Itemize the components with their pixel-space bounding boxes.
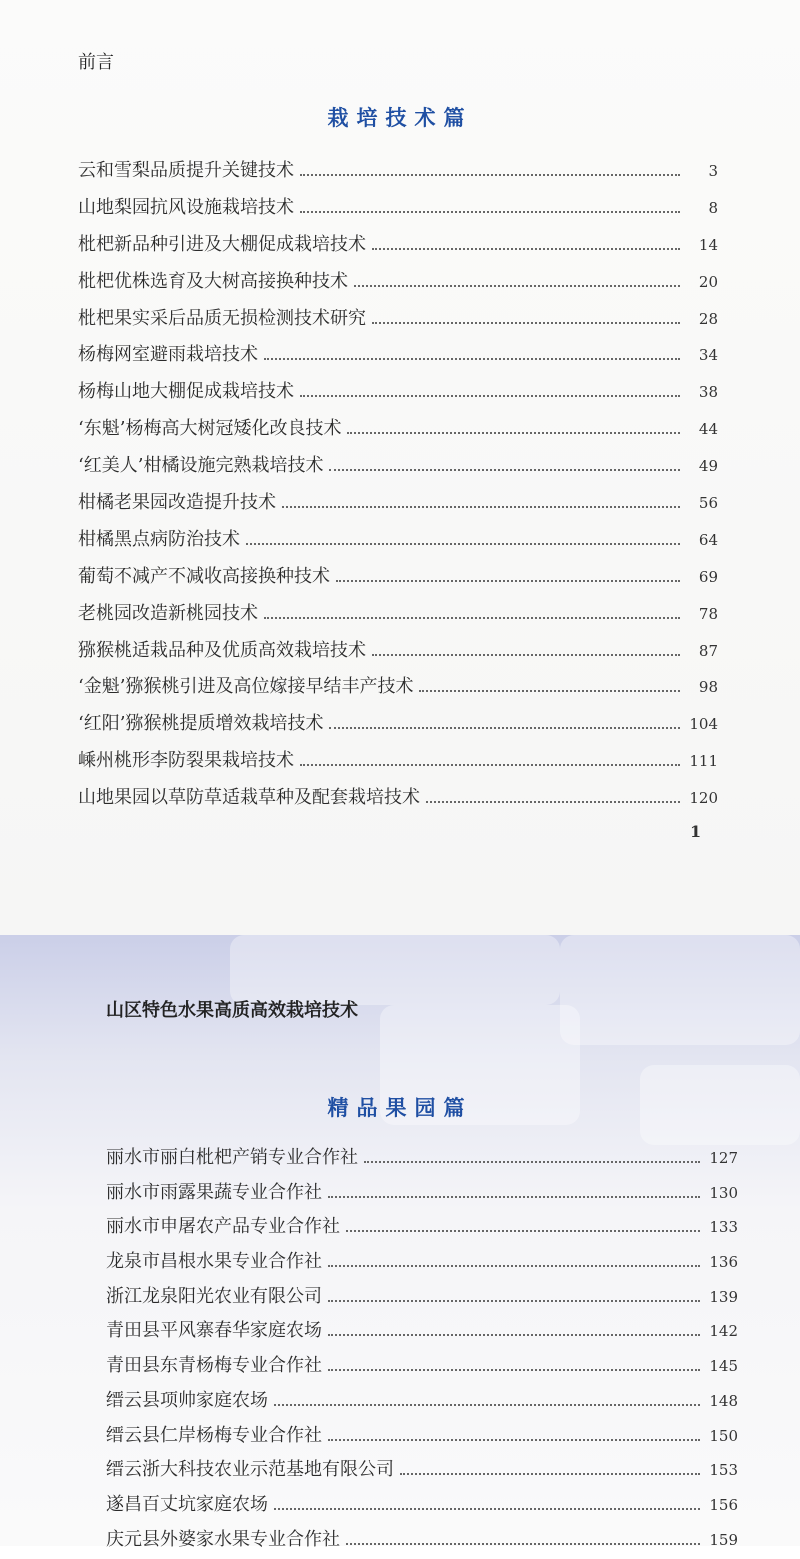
toc-entry-title: ‘东魁’杨梅高大树冠矮化改良技术 bbox=[78, 418, 342, 440]
dot-leader bbox=[300, 211, 680, 213]
toc-entry-title: 庆元县外婆家水果专业合作社 bbox=[106, 1528, 340, 1550]
toc-entry-page: 69 bbox=[698, 567, 718, 586]
toc-entry bbox=[78, 636, 718, 673]
toc-entry-page: 133 bbox=[709, 1218, 738, 1237]
toc-entry-title: 浙江龙泉阳光农业有限公司 bbox=[106, 1285, 322, 1307]
dot-leader bbox=[328, 1369, 700, 1371]
toc-entry bbox=[78, 672, 718, 709]
toc-entry-page: 98 bbox=[698, 678, 718, 697]
decor-panel bbox=[230, 935, 560, 1005]
toc-entry bbox=[106, 1490, 738, 1525]
dot-leader bbox=[328, 1196, 700, 1198]
toc-entry-title: 青田县东青杨梅专业合作社 bbox=[106, 1355, 322, 1377]
toc-entry bbox=[106, 1143, 738, 1178]
toc-entry-title: 猕猴桃适栽品种及优质高效栽培技术 bbox=[78, 639, 366, 661]
toc-entry-title: 柑橘黑点病防治技术 bbox=[78, 528, 240, 550]
toc-entry bbox=[78, 783, 718, 820]
toc-entry bbox=[106, 1316, 738, 1351]
toc-entry-title: 杨梅山地大棚促成栽培技术 bbox=[78, 381, 294, 403]
toc-entry bbox=[78, 414, 718, 451]
dot-leader bbox=[328, 1334, 700, 1336]
toc-entry-title: 遂昌百丈坑家庭农场 bbox=[106, 1493, 268, 1515]
toc-entry bbox=[106, 1525, 738, 1559]
dot-leader bbox=[346, 1543, 700, 1545]
toc-entry bbox=[106, 1247, 738, 1282]
toc-entry bbox=[78, 193, 718, 230]
toc-entry bbox=[106, 1351, 738, 1386]
toc-entry-title: ‘红阳’猕猴桃提质增效栽培技术 bbox=[78, 713, 324, 735]
toc-entry-page: 3 bbox=[708, 162, 718, 180]
dot-leader bbox=[246, 543, 680, 545]
toc-list-cultivation bbox=[78, 156, 718, 820]
toc-entry-page: 64 bbox=[698, 530, 718, 549]
toc-entry bbox=[78, 377, 718, 414]
toc-entry bbox=[106, 1421, 738, 1456]
toc-list-orchards bbox=[106, 1143, 738, 1559]
toc-entry-page: 153 bbox=[709, 1461, 738, 1480]
toc-entry-page: 14 bbox=[698, 235, 718, 254]
toc-entry bbox=[78, 451, 718, 488]
toc-entry-page: 28 bbox=[698, 309, 718, 328]
toc-entry-page: 111 bbox=[689, 752, 718, 771]
dot-leader bbox=[274, 1508, 700, 1510]
toc-entry-page: 49 bbox=[698, 457, 718, 476]
toc-entry-title: 杨梅网室避雨栽培技术 bbox=[78, 344, 258, 366]
toc-entry-page: 20 bbox=[698, 272, 718, 291]
toc-entry bbox=[78, 525, 718, 562]
toc-entry-title: 云和雪梨品质提升关键技术 bbox=[78, 160, 294, 181]
toc-entry bbox=[78, 267, 718, 304]
toc-entry bbox=[78, 230, 718, 267]
toc-entry-title: 枇杷优株选育及大树高接换种技术 bbox=[78, 270, 348, 292]
dot-leader bbox=[264, 358, 680, 360]
dot-leader bbox=[329, 727, 680, 729]
toc-entry-title: 老桃园改造新桃园技术 bbox=[78, 602, 258, 624]
dot-leader bbox=[419, 690, 680, 692]
dot-leader bbox=[282, 506, 680, 508]
toc-entry-title: 枇杷果实采后品质无损检测技术研究 bbox=[78, 307, 366, 329]
toc-entry-page: 150 bbox=[709, 1426, 738, 1445]
toc-entry-page: 159 bbox=[709, 1530, 738, 1549]
dot-leader bbox=[354, 285, 680, 287]
toc-entry-title: 缙云浙大科技农业示范基地有限公司 bbox=[106, 1459, 394, 1481]
dot-leader bbox=[328, 1265, 700, 1267]
page-number: 1 bbox=[690, 822, 702, 841]
toc-entry bbox=[106, 1455, 738, 1490]
dot-leader bbox=[300, 395, 680, 397]
toc-entry-page: 104 bbox=[689, 715, 718, 734]
dot-leader bbox=[264, 617, 680, 619]
toc-entry-page: 142 bbox=[709, 1322, 738, 1341]
toc-entry-page: 130 bbox=[709, 1183, 738, 1202]
decor-panel bbox=[560, 935, 800, 1045]
toc-entry bbox=[78, 304, 718, 341]
toc-entry-page: 156 bbox=[709, 1495, 738, 1514]
toc-entry bbox=[106, 1178, 738, 1213]
toc-entry-page: 78 bbox=[698, 604, 718, 623]
toc-entry-title: 缙云县项帅家庭农场 bbox=[106, 1389, 268, 1411]
toc-entry-page: 120 bbox=[689, 789, 718, 808]
toc-entry-page: 148 bbox=[709, 1391, 738, 1410]
dot-leader bbox=[400, 1473, 700, 1475]
dot-leader bbox=[347, 432, 680, 434]
toc-entry-page: 38 bbox=[698, 383, 718, 402]
dot-leader bbox=[364, 1161, 700, 1163]
dot-leader bbox=[274, 1404, 700, 1406]
toc-entry-page: 34 bbox=[698, 346, 718, 365]
dot-leader bbox=[300, 174, 680, 176]
toc-entry-title: ‘红美人’柑橘设施完熟栽培技术 bbox=[78, 455, 324, 477]
preface-heading: 前言 bbox=[78, 52, 114, 73]
dot-leader bbox=[372, 654, 680, 656]
toc-entry bbox=[78, 488, 718, 525]
toc-entry bbox=[78, 746, 718, 783]
toc-entry bbox=[78, 340, 718, 377]
toc-entry-page: 145 bbox=[709, 1357, 738, 1376]
toc-entry bbox=[106, 1282, 738, 1317]
book-title: 山区特色水果高质高效栽培技术 bbox=[106, 1000, 358, 1021]
toc-entry-title: 枇杷新品种引进及大棚促成栽培技术 bbox=[78, 233, 366, 255]
toc-entry-title: 葡萄不减产不减收高接换种技术 bbox=[78, 565, 330, 587]
toc-entry bbox=[106, 1386, 738, 1421]
toc-entry-title: 缙云县仁岸杨梅专业合作社 bbox=[106, 1424, 322, 1446]
toc-entry-page: 139 bbox=[709, 1287, 738, 1306]
dot-leader bbox=[426, 801, 680, 803]
toc-entry-page: 56 bbox=[698, 494, 718, 513]
dot-leader bbox=[372, 248, 680, 250]
toc-entry-title: 丽水市丽白枇杷产销专业合作社 bbox=[106, 1147, 358, 1168]
toc-entry-page: 44 bbox=[698, 420, 718, 439]
toc-entry bbox=[78, 156, 718, 193]
toc-entry-title: 青田县平风寨春华家庭农场 bbox=[106, 1320, 322, 1342]
section-title-cultivation: 栽培技术篇 bbox=[327, 106, 473, 130]
dot-leader bbox=[300, 764, 680, 766]
toc-entry bbox=[78, 599, 718, 636]
toc-entry bbox=[106, 1212, 738, 1247]
dot-leader bbox=[329, 469, 680, 471]
section-title-orchards: 精品果园篇 bbox=[327, 1096, 473, 1120]
toc-entry-title: 嵊州桃形李防裂果栽培技术 bbox=[78, 750, 294, 772]
dot-leader bbox=[328, 1300, 700, 1302]
toc-entry-title: 丽水市申屠农产品专业合作社 bbox=[106, 1216, 340, 1238]
toc-entry-page: 127 bbox=[709, 1149, 738, 1167]
dot-leader bbox=[346, 1230, 700, 1232]
toc-entry-page: 136 bbox=[709, 1253, 738, 1272]
toc-entry-title: 山地果园以草防草适栽草种及配套栽培技术 bbox=[78, 787, 420, 809]
toc-entry-title: 山地梨园抗风设施栽培技术 bbox=[78, 196, 294, 218]
toc-entry-title: 柑橘老果园改造提升技术 bbox=[78, 492, 276, 514]
dot-leader bbox=[328, 1439, 700, 1441]
toc-entry-title: 龙泉市昌根水果专业合作社 bbox=[106, 1251, 322, 1273]
toc-entry-page: 87 bbox=[698, 641, 718, 660]
dot-leader bbox=[336, 580, 680, 582]
toc-entry bbox=[78, 709, 718, 746]
toc-entry-title: 丽水市雨露果蔬专业合作社 bbox=[106, 1181, 322, 1203]
toc-entry-title: ‘金魁’猕猴桃引进及高位嫁接早结丰产技术 bbox=[78, 676, 414, 698]
toc-entry bbox=[78, 562, 718, 599]
dot-leader bbox=[372, 322, 680, 324]
toc-entry-page: 8 bbox=[708, 198, 718, 217]
